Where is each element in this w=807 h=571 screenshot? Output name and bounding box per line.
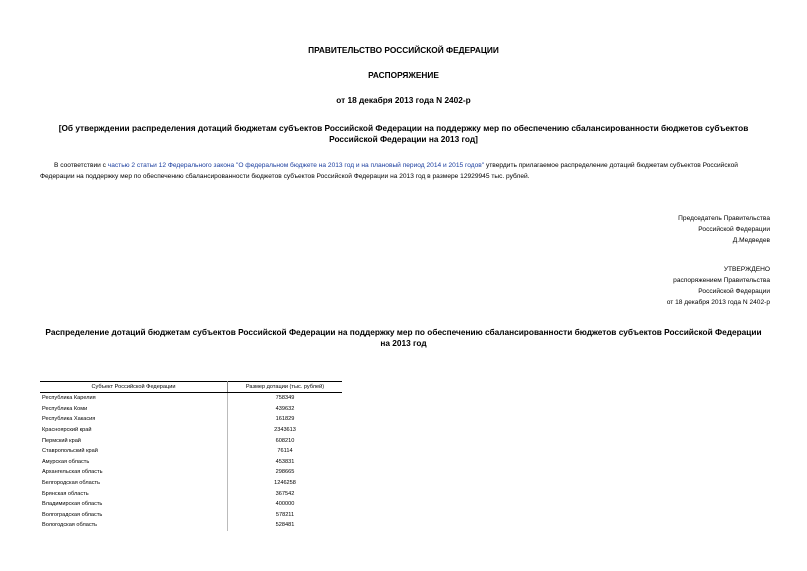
signature-name: Д.Медведев — [732, 237, 770, 244]
region-name: Амурская область — [40, 457, 228, 468]
signature-country: Российской Федерации — [698, 226, 770, 233]
signature-position: Председатель Правительства — [678, 215, 770, 222]
document-type: РАСПОРЯЖЕНИЕ — [368, 70, 439, 80]
region-amount: 608210 — [275, 437, 295, 444]
approval-by: распоряжением Правительства — [673, 277, 770, 284]
signature-block — [678, 213, 770, 246]
region-amount: 400000 — [275, 501, 295, 508]
region-amount: 367542 — [275, 490, 295, 497]
table-row — [40, 425, 342, 436]
region-name: Ставропольский край — [40, 446, 228, 457]
table-row — [40, 435, 342, 446]
region-name: Белгородская область — [40, 478, 228, 489]
region-name: Волгоградская область — [40, 510, 228, 521]
table-header-row — [40, 382, 342, 393]
table-row — [40, 488, 342, 499]
document-title: [Об утверждении распределения дотаций бюджетам субъектов Российской Федерации на поддержку мер по обеспечению сбалансированности бюджетов субъектов Российской Федерации на 2013 год] — [58, 123, 749, 144]
region-name: Красноярский край — [40, 425, 228, 436]
body-rest: утвердить прилагаемое распределение дотаций бюджетам субъектов Российской Федерации на поддержку мер по обеспечению сбалансированности бюджетов субъектов Российской Федерации на 2013 год в размере 12929945 тыс. рублей. — [40, 162, 738, 180]
region-amount: 161829 — [275, 416, 295, 423]
region-amount: 453831 — [275, 458, 295, 465]
region-name: Пермский край — [40, 435, 228, 446]
table-row — [40, 467, 342, 478]
table-row — [40, 414, 342, 425]
table-row — [40, 510, 342, 521]
body-paragraph — [40, 160, 770, 182]
law-link[interactable]: частью 2 статьи 12 Федерального закона "О федеральном бюджете на 2013 год и на плановый период 2014 и 2015 годов" — [107, 162, 485, 169]
approval-country: Российской Федерации — [698, 288, 770, 295]
header-subject: Субъект Российской Федерации — [40, 382, 228, 393]
region-amount: 2343613 — [274, 427, 296, 434]
table-title: Распределение дотаций бюджетам субъектов Российской Федерации на поддержку мер по обеспечению сбалансированности бюджетов субъектов Российской Федерации на 2013 год — [45, 327, 762, 348]
region-name: Республика Хакасия — [40, 414, 228, 425]
distribution-table — [40, 381, 342, 531]
table-row — [40, 404, 342, 415]
region-amount: 528481 — [275, 522, 295, 529]
table-row — [40, 520, 342, 531]
region-name: Архангельская область — [40, 467, 228, 478]
region-amount: 298665 — [275, 469, 295, 476]
table-row — [40, 457, 342, 468]
region-name: Брянская область — [40, 488, 228, 499]
region-name: Вологодская область — [40, 520, 228, 531]
government-heading: ПРАВИТЕЛЬСТВО РОССИЙСКОЙ ФЕДЕРАЦИИ — [308, 45, 499, 55]
region-name: Владимирская область — [40, 499, 228, 510]
region-amount: 439632 — [275, 405, 295, 412]
region-name: Республика Коми — [40, 404, 228, 415]
body-intro: В соответствии с — [54, 162, 108, 169]
header-amount: Размер дотации (тыс. рублей) — [228, 382, 343, 393]
region-amount: 1246258 — [274, 480, 296, 487]
table-row — [40, 446, 342, 457]
table-row — [40, 499, 342, 510]
region-amount: 76114 — [277, 448, 293, 455]
region-amount: 578211 — [275, 511, 295, 518]
table-row — [40, 393, 342, 404]
approval-block — [667, 264, 770, 308]
table-row — [40, 478, 342, 489]
approval-date: от 18 декабря 2013 года N 2402-р — [666, 299, 770, 306]
document-date: от 18 декабря 2013 года N 2402-р — [336, 95, 471, 105]
approval-label: УТВЕРЖДЕНО — [723, 266, 770, 273]
region-name: Республика Карелия — [40, 393, 228, 404]
region-amount: 758349 — [275, 395, 295, 402]
